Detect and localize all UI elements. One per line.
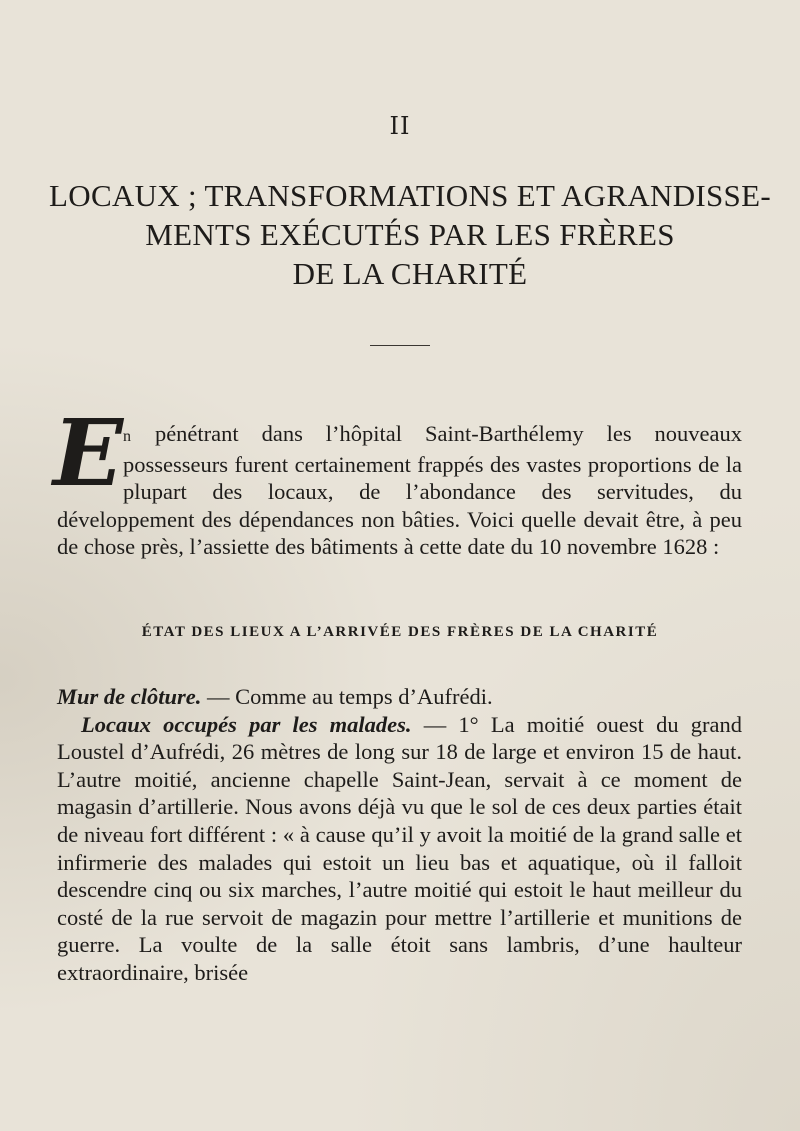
chapter-title-line-1: LOCAUX ; TRANSFORMATIONS ET AGRANDISSE- — [49, 178, 771, 213]
title-divider — [370, 345, 430, 346]
paragraph-locaux — [57, 711, 742, 987]
paragraph-mur — [57, 683, 742, 711]
chapter-title — [40, 176, 780, 293]
paragraph-text: — 1° La moitié ouest du grand Loustel d’Aufrédi, 26 mètres de long sur 18 de large et environ 15 de haut. L’autre moitié, ancienne chapelle Saint-Jean, servait à ce moment de magasin d’artillerie. Nous avons déjà vu que le sol de ces deux parties était de niveau fort différent : « à cause qu’il y avoit la moitié de la grand salle et infirmerie des malades qui estoit un lieu bas et aquatique, où il falloit descendre cinq ou six marches, l’autre moitié qui estoit le haut meilleur du costé de la rue servoit de magazin pour mettre l’artillerie et munitions de guerre. La voulte de la salle étoit sans lambris, d’une haulteur extraordinaire, brisée — [57, 711, 742, 985]
section-heading: ÉTAT DES LIEUX A L’ARRIVÉE DES FRÈRES DE LA CHARITÉ — [141, 624, 659, 640]
chapter-number: II — [389, 112, 411, 140]
intro-text: pénétrant dans l’hôpital Saint-Barthélemy les nouveaux possesseurs furent certainement frappés des vastes proportions de la plupart des locaux, de l’abondance des servitudes, du développement des dépendances non bâties. Voici quelle devait être, à peu de chose près, l’assiette des bâtiments à cette date du 10 novembre 1628 : — [57, 421, 742, 560]
chapter-title-line-3: DE LA CHARITÉ — [292, 256, 528, 291]
chapter-title-line-2: MENTS EXÉCUTÉS PAR LES FRÈRES — [145, 217, 675, 252]
main-text — [57, 683, 742, 987]
paragraph-lead: Locaux occupés par les malades. — [81, 711, 412, 737]
paragraph-text: — Comme au temps d’Aufrédi. — [201, 684, 493, 709]
paragraph-lead: Mur de clôture. — [57, 684, 202, 709]
intro-first-word-rest: n — [123, 428, 132, 445]
intro-paragraph — [53, 399, 742, 561]
drop-cap: E — [53, 399, 124, 507]
